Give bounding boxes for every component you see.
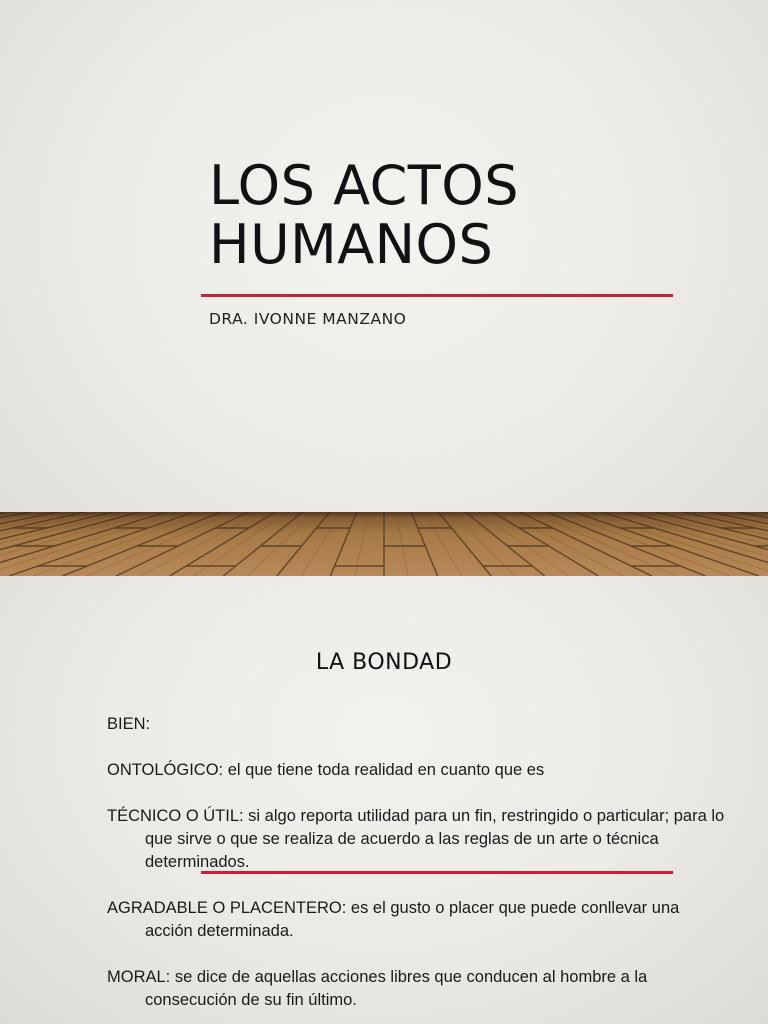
content-body <box>107 713 727 1024</box>
wood-floor <box>0 512 768 576</box>
wood-floor-graphic <box>0 512 768 576</box>
body-accent-line <box>201 871 673 874</box>
paragraph-ontologico: ONTOLÓGICO: el que tiene toda realidad en cuanto que es <box>107 761 545 779</box>
slide-subtitle: DRA. IVONNE MANZANO <box>209 310 407 328</box>
slide-title: LOS ACTOS HUMANOS <box>209 154 520 276</box>
title-accent-line <box>201 294 673 297</box>
content-slide <box>0 576 768 1024</box>
content-heading: LA BONDAD <box>315 650 453 675</box>
paragraph-tecnico: TÉCNICO O ÚTIL: si algo reporta utilidad para un fin, restringido o particular; para lo que sirve o que se realiza de acuerdo a las reglas de un arte o técnica determinados. <box>107 807 725 871</box>
paragraph-agradable: AGRADABLE O PLACENTERO: es el gusto o placer que puede conllevar una acción determinada. <box>107 899 680 940</box>
paragraph-moral: MORAL: se dice de aquellas acciones libres que conducen al hombre a la consecución de su fin último. <box>107 968 648 1009</box>
paragraph-bien: BIEN: <box>107 715 151 733</box>
